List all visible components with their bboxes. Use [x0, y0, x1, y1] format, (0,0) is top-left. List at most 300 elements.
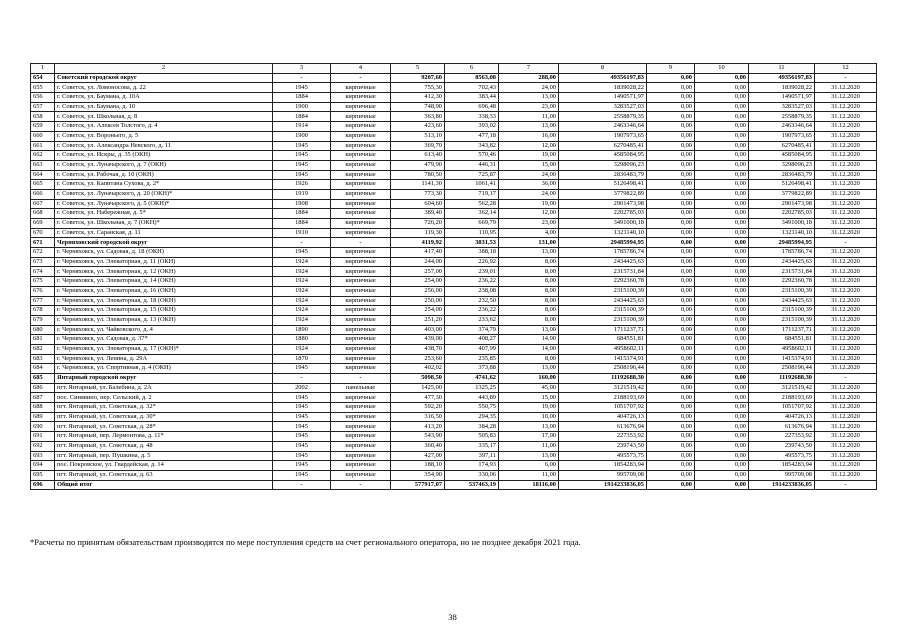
table-cell: 6270485,41	[749, 141, 815, 151]
table-cell: г. Советск, ул. Баумана, д. 10	[55, 102, 273, 112]
table-cell: 427,00	[391, 451, 445, 461]
table-cell: 31.12.2020	[815, 209, 877, 219]
table-cell: 3779822,89	[559, 189, 647, 199]
table-cell: 663	[31, 160, 55, 170]
table-cell: пгт. Янтарный, ул. Советская, д. 30*	[55, 412, 273, 422]
table-cell: 0,00	[695, 315, 749, 325]
table-row	[31, 83, 877, 93]
table-cell: 0,00	[647, 277, 695, 287]
table-cell: 0,00	[647, 344, 695, 354]
table-cell: 669,79	[445, 219, 499, 229]
table-cell: 232,50	[445, 296, 499, 306]
table-cell: 31.12.2020	[815, 383, 877, 393]
table-cell: 254,00	[391, 277, 445, 287]
table-cell: 31.12.2020	[815, 306, 877, 316]
table-cell: 0,00	[647, 219, 695, 229]
table-cell: 388,18	[445, 248, 499, 258]
column-header: 7	[499, 64, 559, 74]
table-cell: кирпичные	[331, 277, 391, 287]
table-cell: 0,00	[695, 219, 749, 229]
table-cell: кирпичные	[331, 403, 391, 413]
table-cell: 1711237,71	[559, 325, 647, 335]
table-cell: 13,00	[499, 422, 559, 432]
table-subtotal-row	[31, 238, 877, 248]
column-header: 1	[31, 64, 55, 74]
table-cell: 31.12.2020	[815, 170, 877, 180]
table-cell: 31.12.2020	[815, 219, 877, 229]
table-row	[31, 141, 877, 151]
table-cell: 1839028,22	[559, 83, 647, 93]
table-cell: 655	[31, 83, 55, 93]
table-cell: пгт. Янтарный, ул. Советская, д. 48	[55, 441, 273, 451]
table-cell: 676	[31, 286, 55, 296]
table-cell: 31.12.2020	[815, 286, 877, 296]
table-cell: 725,87	[445, 170, 499, 180]
table-cell: 3779822,89	[749, 189, 815, 199]
table-cell: 2434425,63	[559, 257, 647, 267]
table-cell: 417,40	[391, 248, 445, 258]
table-cell: -	[331, 374, 391, 384]
table-cell: 13,00	[499, 451, 559, 461]
table-cell: кирпичные	[331, 344, 391, 354]
table-cell: кирпичные	[331, 122, 391, 132]
table-cell: 0,00	[695, 93, 749, 103]
table-cell: 404726,13	[559, 412, 647, 422]
table-cell: г. Черняховск, ул. Спортивная, д. 4 (ОКН)	[55, 364, 273, 374]
table-cell: 684551,81	[749, 335, 815, 345]
table-cell: 13,00	[499, 248, 559, 258]
table-cell: 244,00	[391, 257, 445, 267]
table-cell: пгт. Янтарный, пер. Лермонтова, д. 11*	[55, 432, 273, 442]
table-cell: г. Советск, ул. Ломоносова, д. 22	[55, 83, 273, 93]
table-cell: 29485994,95	[749, 238, 815, 248]
table-cell: 1321140,10	[749, 228, 815, 238]
table-cell: 1785786,74	[749, 248, 815, 258]
table-cell: -	[273, 374, 331, 384]
table-cell: 1321140,10	[559, 228, 647, 238]
table-cell: 233,62	[445, 315, 499, 325]
table-cell: 0,00	[695, 403, 749, 413]
table-cell: 0,00	[647, 412, 695, 422]
table-cell: 2315100,39	[749, 286, 815, 296]
table-cell: 680	[31, 325, 55, 335]
table-cell: 257,00	[391, 267, 445, 277]
table-cell: 690	[31, 422, 55, 432]
column-header: 9	[647, 64, 695, 74]
table-cell: 0,00	[695, 480, 749, 490]
data-table	[30, 63, 877, 490]
table-row	[31, 364, 877, 374]
table-cell: 2315100,39	[559, 315, 647, 325]
table-cell: 2508196,44	[559, 364, 647, 374]
table-cell: 2434425,63	[749, 296, 815, 306]
table-cell: 239,01	[445, 267, 499, 277]
table-cell: 1051707,92	[749, 403, 815, 413]
table-cell: 0,00	[695, 393, 749, 403]
table-row	[31, 257, 877, 267]
table-row	[31, 325, 877, 335]
table-cell: 1785786,74	[559, 248, 647, 258]
table-cell: кирпичные	[331, 180, 391, 190]
table-cell: 1945	[273, 422, 331, 432]
table-cell: 31.12.2020	[815, 393, 877, 403]
table-cell: кирпичные	[331, 315, 391, 325]
table-cell: 1945	[273, 470, 331, 480]
table-cell: 31.12.2020	[815, 296, 877, 306]
table-cell: 2434425,63	[749, 257, 815, 267]
table-cell: кирпичные	[331, 257, 391, 267]
table-cell: 188,10	[391, 461, 445, 471]
table-cell: 31.12.2020	[815, 83, 877, 93]
table-cell: 495573,75	[559, 451, 647, 461]
table-cell: 0,00	[695, 335, 749, 345]
table-cell: г. Черняховск, ул. Элеваторная, д. 12 (ОКН)	[55, 267, 273, 277]
table-cell: 4585084,95	[749, 151, 815, 161]
table-cell: 31.12.2020	[815, 199, 877, 209]
table-cell: 1924	[273, 277, 331, 287]
table-cell: 668	[31, 209, 55, 219]
column-header: 6	[445, 64, 499, 74]
table-cell: 439,00	[391, 335, 445, 345]
table-cell: 443,89	[445, 393, 499, 403]
table-cell: кирпичные	[331, 131, 391, 141]
table-cell: 672	[31, 248, 55, 258]
table-cell: 19,00	[499, 403, 559, 413]
table-cell: 748,90	[391, 102, 445, 112]
column-header: 10	[695, 64, 749, 74]
table-cell: 0,00	[647, 73, 695, 83]
table-cell: 17,00	[499, 432, 559, 442]
table-cell: 373,88	[445, 364, 499, 374]
table-cell: 8,00	[499, 315, 559, 325]
table-cell: 665	[31, 180, 55, 190]
table-cell: 408,27	[445, 335, 499, 345]
table-cell: 31.12.2020	[815, 277, 877, 287]
table-cell: 45,00	[499, 383, 559, 393]
table-cell: 250,00	[391, 296, 445, 306]
table-cell: 288,00	[499, 73, 559, 83]
table-cell: 131,00	[499, 238, 559, 248]
table-cell: 0,00	[695, 412, 749, 422]
table-cell: 31.12.2020	[815, 180, 877, 190]
table-cell: 374,79	[445, 325, 499, 335]
table-cell: 0,00	[647, 432, 695, 442]
table-cell: 2188193,69	[559, 393, 647, 403]
table-cell: 1924	[273, 257, 331, 267]
table-cell: 10,00	[499, 412, 559, 422]
table-cell: кирпичные	[331, 267, 391, 277]
table-cell: кирпичные	[331, 112, 391, 122]
table-row	[31, 131, 877, 141]
table-cell: 19,00	[499, 151, 559, 161]
table-cell: кирпичные	[331, 189, 391, 199]
table-cell: 1490571,97	[749, 93, 815, 103]
table-cell: 1924	[273, 267, 331, 277]
table-cell: 11192688,30	[559, 374, 647, 384]
table-cell: пос. Синявино, пер. Сельский, д. 2	[55, 393, 273, 403]
table-cell: 0,00	[695, 102, 749, 112]
table-cell: 2901473,98	[559, 199, 647, 209]
table-subtotal-row	[31, 374, 877, 384]
table-cell: -	[273, 73, 331, 83]
table-cell: 513,10	[391, 131, 445, 141]
table-cell: 354,90	[391, 470, 445, 480]
table-cell: 543,90	[391, 432, 445, 442]
table-cell: г. Советск, ул. Набережная, д. 5*	[55, 209, 273, 219]
table-cell: 1900	[273, 102, 331, 112]
table-cell: 3283527,03	[559, 102, 647, 112]
table-cell: кирпичные	[331, 354, 391, 364]
table-cell: 0,00	[647, 364, 695, 374]
table-cell: 14,00	[499, 335, 559, 345]
table-cell: 0,00	[647, 180, 695, 190]
table-cell: 2315100,39	[749, 306, 815, 316]
table-row	[31, 344, 877, 354]
table-cell: 2292360,78	[749, 277, 815, 287]
table-cell: 360,40	[391, 441, 445, 451]
table-cell: 0,00	[695, 451, 749, 461]
table-cell: 1945	[273, 412, 331, 422]
table-cell: 31.12.2020	[815, 267, 877, 277]
table-cell: кирпичные	[331, 451, 391, 461]
table-row	[31, 170, 877, 180]
table-cell: кирпичные	[331, 306, 391, 316]
column-header: 4	[331, 64, 391, 74]
table-cell: 31.12.2020	[815, 315, 877, 325]
table-cell: 3121519,42	[559, 383, 647, 393]
table-cell: г. Советск, ул. Саранская, д. 11	[55, 228, 273, 238]
table-cell: 664	[31, 170, 55, 180]
table-cell: 2188193,69	[749, 393, 815, 403]
table-row	[31, 122, 877, 132]
table-cell: 31.12.2020	[815, 335, 877, 345]
table-row	[31, 403, 877, 413]
table-cell: 1945	[273, 393, 331, 403]
table-row	[31, 441, 877, 451]
table-cell: 0,00	[647, 141, 695, 151]
table-cell: 8,00	[499, 267, 559, 277]
table-row	[31, 296, 877, 306]
table-cell: 657	[31, 102, 55, 112]
table-cell: -	[331, 480, 391, 490]
table-cell: 477,30	[391, 393, 445, 403]
table-cell: 1945	[273, 141, 331, 151]
table-row	[31, 112, 877, 122]
table-cell: 995709,08	[749, 470, 815, 480]
table-cell: 674	[31, 267, 55, 277]
table-cell: 613676,94	[559, 422, 647, 432]
table-cell: г. Черняховск, ул. Элеваторная, д. 18 (ОКН)	[55, 296, 273, 306]
table-cell: 687	[31, 393, 55, 403]
table-row	[31, 209, 877, 219]
table-row	[31, 102, 877, 112]
table-cell: кирпичные	[331, 432, 391, 442]
table-cell: пгт. Янтарный, пер. Пушкина, д. 5	[55, 451, 273, 461]
table-cell: 1914233836,05	[559, 480, 647, 490]
table-cell: 239743,50	[749, 441, 815, 451]
table-cell: 1945	[273, 432, 331, 442]
table-cell: 404726,13	[749, 412, 815, 422]
table-cell: 0,00	[695, 344, 749, 354]
table-cell: 0,00	[695, 364, 749, 374]
table-cell: 238,08	[445, 286, 499, 296]
table-cell: 0,00	[647, 354, 695, 364]
table-cell: 13,00	[499, 93, 559, 103]
table-cell: 1711237,71	[749, 325, 815, 335]
table-cell: 1490571,97	[559, 93, 647, 103]
table-cell: 0,00	[695, 374, 749, 384]
table-cell: 12,00	[499, 141, 559, 151]
table-cell: 696,48	[445, 102, 499, 112]
table-cell: 0,00	[695, 306, 749, 316]
table-cell: 4958602,11	[559, 344, 647, 354]
table-cell: 677	[31, 296, 55, 306]
table-cell: 3491000,18	[559, 219, 647, 229]
table-cell: 0,00	[647, 199, 695, 209]
table-cell: 659	[31, 122, 55, 132]
table-cell: 294,35	[445, 412, 499, 422]
table-row	[31, 412, 877, 422]
table-cell: 0,00	[647, 480, 695, 490]
table-cell: 755,30	[391, 83, 445, 93]
table-cell: 477,18	[445, 131, 499, 141]
table-cell: -	[273, 238, 331, 248]
table-cell: 661	[31, 141, 55, 151]
table-cell: кирпичные	[331, 286, 391, 296]
table-cell: 9207,60	[391, 73, 445, 83]
table-cell: 31.12.2020	[815, 112, 877, 122]
table-cell: г. Советск, ул. Школьная, д. 7 (ОКН)*	[55, 219, 273, 229]
table-cell: 1910	[273, 228, 331, 238]
table-row	[31, 470, 877, 480]
table-cell: 0,00	[647, 238, 695, 248]
footnote: *Расчеты по принятым обязательствам производятся по мере поступления средств на счет регионального оператора, но не позднее декабря 2021 года.	[30, 537, 581, 547]
table-cell: 31.12.2020	[815, 461, 877, 471]
table-cell: 0,00	[695, 248, 749, 258]
table-cell: 13,00	[499, 122, 559, 132]
table-cell: 413,20	[391, 422, 445, 432]
table-cell: кирпичные	[331, 412, 391, 422]
table-cell: 1884	[273, 93, 331, 103]
table-cell: Общий итог	[55, 480, 273, 490]
table-cell: 36,00	[499, 180, 559, 190]
table-cell: Советский городской округ	[55, 73, 273, 83]
table-cell: пгт. Янтарный, ул. Советская, д. 63	[55, 470, 273, 480]
table-row	[31, 286, 877, 296]
table-cell: кирпичные	[331, 470, 391, 480]
table-row	[31, 432, 877, 442]
table-cell: 0,00	[695, 112, 749, 122]
table-cell: 31.12.2020	[815, 422, 877, 432]
table-cell: 13,00	[499, 364, 559, 374]
table-row	[31, 199, 877, 209]
table-cell: 1924	[273, 296, 331, 306]
table-cell: 254,00	[391, 306, 445, 316]
table-cell: 8563,08	[445, 73, 499, 83]
table-cell: 0,00	[647, 151, 695, 161]
table-cell: 0,00	[647, 102, 695, 112]
table-cell: 667	[31, 199, 55, 209]
table-cell: кирпичные	[331, 461, 391, 471]
table-cell: 0,00	[647, 461, 695, 471]
table-cell: 0,00	[647, 374, 695, 384]
table-cell: 4741,62	[445, 374, 499, 384]
table-cell: 577917,07	[391, 480, 445, 490]
table-cell: 6270485,41	[559, 141, 647, 151]
table-cell: 2315731,84	[749, 267, 815, 277]
table-cell: 4585084,95	[559, 151, 647, 161]
table-cell: 726,20	[391, 219, 445, 229]
table-cell: 670	[31, 228, 55, 238]
table-cell: 0,00	[647, 93, 695, 103]
table-subtotal-row	[31, 73, 877, 83]
table-cell: 18116,00	[499, 480, 559, 490]
table-cell: 694	[31, 461, 55, 471]
table-cell: 684	[31, 364, 55, 374]
table-cell: 2202785,03	[559, 209, 647, 219]
table-cell: 0,00	[695, 383, 749, 393]
table-cell: 0,00	[647, 470, 695, 480]
table-cell: 330,06	[445, 470, 499, 480]
table-cell: 31.12.2020	[815, 354, 877, 364]
column-header: 5	[391, 64, 445, 74]
column-header: 11	[749, 64, 815, 74]
table-cell: 2463346,64	[559, 122, 647, 132]
table-cell: 31.12.2020	[815, 93, 877, 103]
table-cell: 4958602,11	[749, 344, 815, 354]
table-cell: 660	[31, 131, 55, 141]
table-cell: г. Черняховск, ул. Садовая, д. 18 (ОКН)	[55, 248, 273, 258]
table-cell: 0,00	[695, 228, 749, 238]
table-cell: 0,00	[647, 441, 695, 451]
table-header-row	[31, 64, 877, 74]
table-cell: 31.12.2020	[815, 403, 877, 413]
table-cell: 5126498,41	[749, 180, 815, 190]
table-cell: 397,11	[445, 451, 499, 461]
table-cell: 31.12.2020	[815, 141, 877, 151]
table-cell: 256,00	[391, 286, 445, 296]
table-cell: 1945	[273, 83, 331, 93]
table-cell: 2315100,39	[559, 286, 647, 296]
table-cell: 675	[31, 277, 55, 287]
table-cell: 13,00	[499, 325, 559, 335]
table-cell: 1914233836,05	[749, 480, 815, 490]
table-cell: кирпичные	[331, 160, 391, 170]
table-cell: 31.12.2020	[815, 228, 877, 238]
table-cell: 719,17	[445, 189, 499, 199]
table-row	[31, 93, 877, 103]
table-cell: кирпичные	[331, 93, 391, 103]
table-cell: 1924	[273, 286, 331, 296]
table-cell: 1061,41	[445, 180, 499, 190]
table-cell: 1325,25	[445, 383, 499, 393]
table-cell: 692	[31, 441, 55, 451]
table-cell: 5098,50	[391, 374, 445, 384]
table-cell: г. Черняховск, ул. Чайковского, д. 4	[55, 325, 273, 335]
table-cell: 995709,08	[559, 470, 647, 480]
table-cell: 662	[31, 151, 55, 161]
table-cell: 1884	[273, 209, 331, 219]
table-cell: 613,40	[391, 151, 445, 161]
table-subtotal-row	[31, 480, 877, 490]
table-cell: 2315100,39	[749, 315, 815, 325]
table-cell: 0,00	[695, 267, 749, 277]
table-cell: 2558879,35	[749, 112, 815, 122]
table-cell: панельные	[331, 383, 391, 393]
table-cell: 12,00	[499, 209, 559, 219]
table-cell: 0,00	[695, 189, 749, 199]
table-cell: 0,00	[647, 228, 695, 238]
